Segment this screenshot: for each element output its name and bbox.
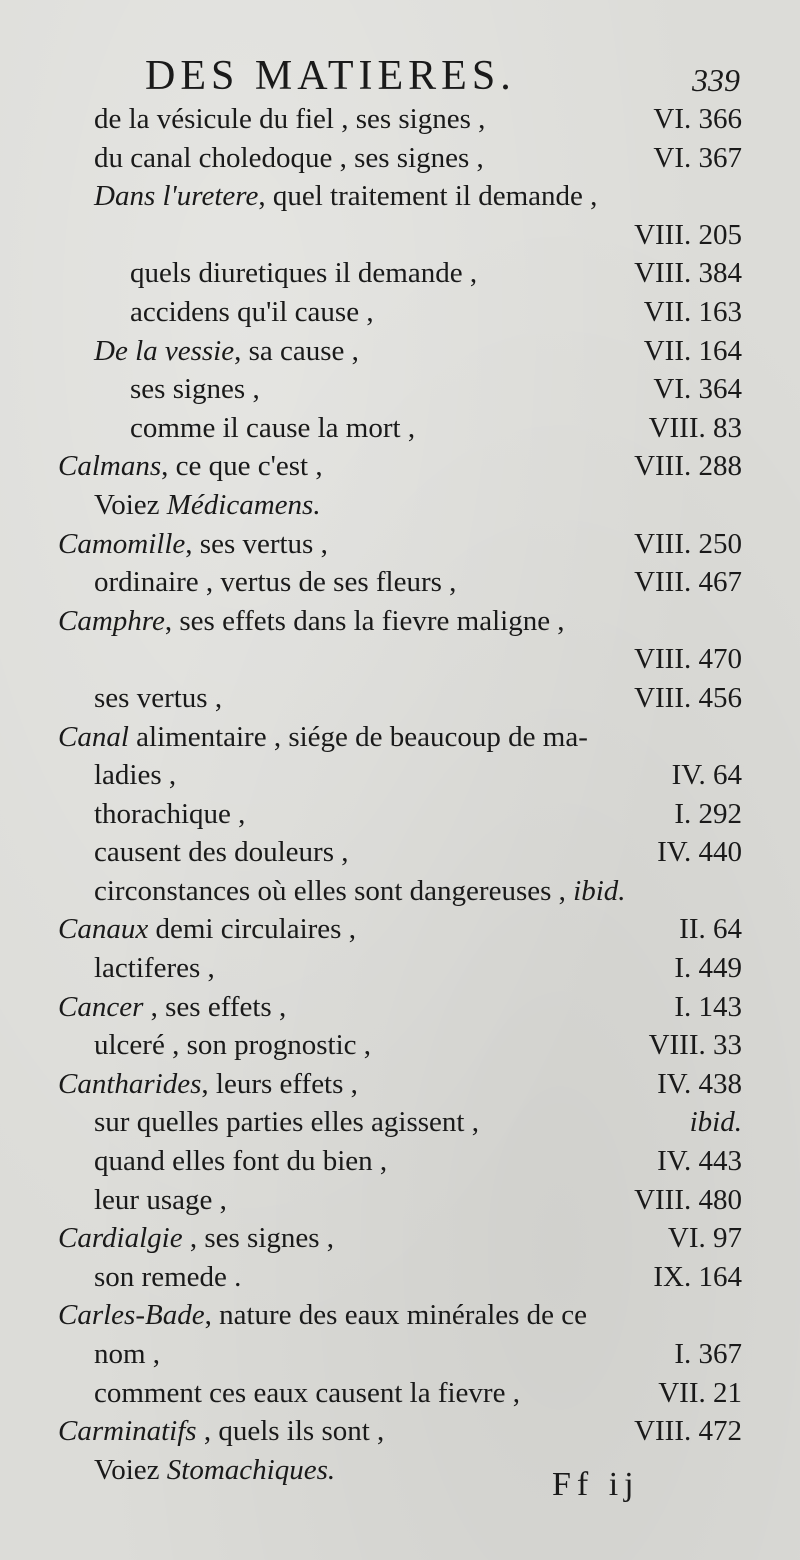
entry-text xyxy=(94,332,359,371)
index-entry xyxy=(58,525,742,564)
index-entry xyxy=(58,988,742,1027)
entry-cross-reference: Stomachiques. xyxy=(166,1453,336,1486)
entry-text xyxy=(58,1065,358,1104)
index-entry xyxy=(58,1142,742,1181)
entry-volume-page-ref: VI. 97 xyxy=(667,1222,742,1255)
entry-headword: Canal xyxy=(58,720,129,753)
entry-text xyxy=(58,718,588,757)
index-entry xyxy=(58,177,742,216)
entry-text xyxy=(94,1335,160,1374)
entry-description: , ce que c'est , xyxy=(161,450,323,483)
entry-headword: De la vessie xyxy=(94,334,235,367)
entry-volume-page-ref: VI. 364 xyxy=(653,373,742,406)
entry-description: ordinaire , vertus de ses fleurs , xyxy=(94,566,457,599)
index-entry xyxy=(58,949,742,988)
entry-description: leur usage , xyxy=(94,1183,227,1216)
entry-text xyxy=(58,988,286,1027)
entry-description: , quel traitement il demande , xyxy=(258,180,598,213)
entry-text xyxy=(94,139,484,178)
entry-text xyxy=(58,1219,334,1258)
entry-text xyxy=(58,910,356,949)
entry-cross-reference: Médicamens. xyxy=(166,488,321,521)
entry-volume-page-ref: IV. 443 xyxy=(657,1145,742,1178)
entry-volume-page-ref: VIII. 470 xyxy=(634,643,742,676)
entry-description: sur quelles parties elles agissent , xyxy=(94,1106,479,1139)
entry-description: comme il cause la mort , xyxy=(130,411,416,444)
entry-text xyxy=(94,1374,520,1413)
entry-description: ulceré , son prognostic , xyxy=(94,1029,372,1062)
entry-text xyxy=(58,602,565,641)
entry-text xyxy=(94,872,626,911)
running-header xyxy=(145,48,740,104)
entry-headword: Cantharides xyxy=(58,1067,202,1100)
entry-volume-page-ref: ibid. xyxy=(689,1106,742,1139)
entry-headword: Cardialgie xyxy=(58,1222,183,1255)
entry-volume-page-ref: I. 292 xyxy=(674,797,742,830)
entry-description: , ses effets , xyxy=(143,990,287,1023)
index-entry xyxy=(58,1181,742,1220)
entry-text xyxy=(94,795,245,834)
entry-volume-page-ref: VIII. 288 xyxy=(634,450,742,483)
entry-volume-page-ref: VIII. 205 xyxy=(634,218,742,251)
entry-volume-page-ref: I. 449 xyxy=(674,952,742,985)
entry-text xyxy=(58,1296,587,1335)
index-entry xyxy=(58,447,742,486)
entry-headword: Cancer xyxy=(58,990,144,1023)
entry-description: comment ces eaux causent la fievre , xyxy=(94,1376,520,1409)
entry-headword: Dans l'uretere xyxy=(94,180,259,213)
entry-description: du canal choledoque , ses signes , xyxy=(94,141,484,174)
entry-description: , ses signes , xyxy=(182,1222,335,1255)
index-entry xyxy=(58,1412,742,1451)
entry-text xyxy=(94,1258,241,1297)
entry-description: , nature des eaux minérales de ce xyxy=(204,1299,588,1332)
index-entry xyxy=(58,1258,742,1297)
entry-volume-page-ref: IX. 164 xyxy=(653,1260,742,1293)
entry-text xyxy=(94,1026,371,1065)
entry-description: alimentaire , siége de beaucoup de ma- xyxy=(128,720,588,753)
index-entry xyxy=(58,1296,742,1335)
entry-text xyxy=(58,1412,384,1451)
entry-text xyxy=(94,833,349,872)
index-entry xyxy=(58,139,742,178)
entry-volume-page-ref: IV. 438 xyxy=(657,1067,742,1100)
entry-text xyxy=(94,100,485,139)
index-entry xyxy=(58,486,742,525)
index-entry xyxy=(58,795,742,834)
entry-description: , quels ils sont , xyxy=(196,1415,385,1448)
entry-volume-page-ref: I. 367 xyxy=(674,1338,742,1370)
index-entry xyxy=(58,332,742,371)
index-entry xyxy=(58,718,742,757)
entry-volume-page-ref: VII. 164 xyxy=(643,334,742,367)
entry-cross-reference: ibid. xyxy=(573,874,626,907)
entry-text xyxy=(94,1451,335,1490)
entry-text xyxy=(130,293,374,332)
entry-text xyxy=(94,486,321,525)
entry-description: , sa cause , xyxy=(234,334,359,367)
index-entry xyxy=(58,602,742,641)
index-entry xyxy=(58,1026,742,1065)
index-entry xyxy=(58,409,742,448)
entry-volume-page-ref: I. 143 xyxy=(674,990,742,1023)
index-entry xyxy=(58,1374,742,1413)
entry-description: , ses vertus , xyxy=(185,527,328,560)
index-entry xyxy=(58,563,742,602)
entry-text xyxy=(130,370,260,409)
entry-description: , leurs effets , xyxy=(201,1067,358,1100)
entry-text xyxy=(94,1103,479,1142)
entry-volume-page-ref: II. 64 xyxy=(679,913,742,946)
entry-volume-page-ref: VIII. 467 xyxy=(634,566,742,599)
entry-headword: Carminatifs xyxy=(58,1415,197,1448)
index-entry xyxy=(58,872,742,911)
index-entry xyxy=(58,216,742,255)
entry-headword: Canaux xyxy=(58,913,149,946)
entry-description: demi circulaires , xyxy=(148,913,356,946)
entry-volume-page-ref: IV. 64 xyxy=(671,759,742,792)
index-entry xyxy=(58,254,742,293)
entry-volume-page-ref: VII. 21 xyxy=(658,1376,742,1409)
entry-headword: Calmans xyxy=(58,450,162,483)
index-entry xyxy=(58,293,742,332)
index-entry xyxy=(58,1219,742,1258)
entry-volume-page-ref: VIII. 384 xyxy=(634,257,742,290)
entry-headword: Carles-Bade xyxy=(58,1299,205,1332)
index-entry xyxy=(58,679,742,718)
index-entries xyxy=(58,100,742,1489)
entry-volume-page-ref: VIII. 250 xyxy=(634,527,742,560)
entry-volume-page-ref: VIII. 472 xyxy=(634,1415,742,1448)
entry-description: circonstances où elles sont dangereuses , xyxy=(94,874,566,907)
entry-description: quels diuretiques il demande , xyxy=(130,257,478,290)
index-entry xyxy=(58,100,742,139)
entry-text xyxy=(130,254,477,293)
entry-description: lactiferes , xyxy=(94,952,215,985)
signature-mark: Ff ij xyxy=(552,1466,640,1503)
entry-volume-page-ref: VIII. 456 xyxy=(634,681,742,714)
index-entry xyxy=(58,833,742,872)
index-entry xyxy=(58,1103,742,1142)
entry-headword: Camomille xyxy=(58,527,186,560)
entry-description: thorachique , xyxy=(94,797,246,830)
entry-description: ladies , xyxy=(94,759,177,792)
index-entry xyxy=(58,370,742,409)
entry-description: ses signes , xyxy=(130,373,260,406)
header-title: DES MATIERES. xyxy=(145,53,516,99)
entry-description: ses vertus , xyxy=(94,681,223,714)
entry-text xyxy=(94,1181,227,1220)
entry-description: nom , xyxy=(94,1338,161,1370)
page-number: 339 xyxy=(692,62,740,98)
index-entry xyxy=(58,1065,742,1104)
entry-description: de la vésicule du fiel , ses signes , xyxy=(94,103,486,135)
entry-description: Voiez xyxy=(94,1453,160,1486)
entry-description: causent des douleurs , xyxy=(94,836,349,869)
entry-text xyxy=(130,409,415,448)
entry-text xyxy=(94,756,176,795)
index-entry xyxy=(58,640,742,679)
entry-volume-page-ref: IV. 440 xyxy=(657,836,742,869)
entry-text xyxy=(94,949,215,988)
entry-text xyxy=(94,1142,387,1181)
entry-description: , ses effets dans la fievre maligne , xyxy=(164,604,565,637)
index-entry xyxy=(58,756,742,795)
entry-text xyxy=(94,679,222,718)
entry-description: son remede . xyxy=(94,1260,242,1293)
entry-volume-page-ref: VIII. 33 xyxy=(648,1029,742,1062)
entry-headword: Camphre xyxy=(58,604,165,637)
entry-text xyxy=(58,447,323,486)
index-entry xyxy=(58,910,742,949)
entry-description: Voiez xyxy=(94,488,160,521)
entry-description: accidens qu'il cause , xyxy=(130,295,374,328)
entry-description: quand elles font du bien , xyxy=(94,1145,388,1178)
entry-volume-page-ref: VI. 367 xyxy=(653,141,742,174)
entry-volume-page-ref: VI. 366 xyxy=(653,103,742,135)
entry-text xyxy=(94,177,597,216)
entry-volume-page-ref: VIII. 83 xyxy=(648,411,742,444)
entry-volume-page-ref: VIII. 480 xyxy=(634,1183,742,1216)
entry-text xyxy=(94,563,456,602)
entry-text xyxy=(58,525,328,564)
entry-volume-page-ref: VII. 163 xyxy=(643,295,742,328)
index-entry xyxy=(58,1335,742,1374)
